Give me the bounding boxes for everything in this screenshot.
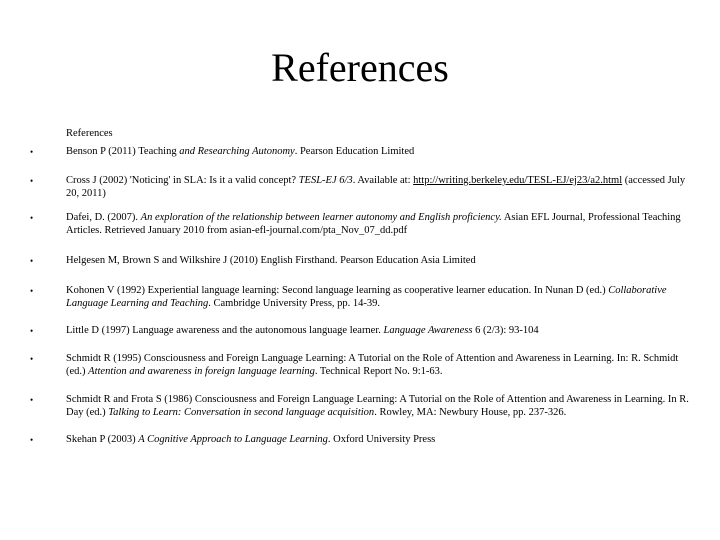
bullet-icon: • [30, 354, 34, 364]
page-title: References [271, 45, 449, 90]
reference-text: Cross J (2002) 'Noticing' in SLA: Is it a valid concept? TESL-EJ 6/3. Available at: http://writing.berkeley.edu/TESL-EJ/ej23/a2.html (accessed July 20, 2011) [66, 175, 686, 199]
bullet-icon: • [30, 176, 34, 186]
reference-text: Little D (1997) Language awareness and the autonomous language learner. Language Awareness 6 (2/3): 93-104 [66, 325, 539, 336]
bullet-icon: • [30, 395, 34, 405]
reference-text: Schmidt R (1995) Consciousness and Foreign Language Learning: A Tutorial on the Role of Attention and Awareness in Learning. In: R. Schmidt (ed.) Attention and awareness in foreign language learning. Technical Report No. 9:1-63. [66, 353, 679, 377]
reference-text: Helgesen M, Brown S and Wilkshire J (2010) English Firsthand. Pearson Education Asia Limited [66, 255, 476, 266]
references-subheading: References [66, 128, 113, 139]
reference-text: Schmidt R and Frota S (1986) Consciousness and Foreign Language Learning: A Tutorial on the Role of Attention and Awareness in Learning. In R. Day (ed.) Talking to Learn: Conversation in second language acquisition. Rowley, MA: Newbury House, pp. 237-326. [66, 394, 689, 418]
bullet-icon: • [30, 326, 34, 336]
reference-text: Skehan P (2003) A Cognitive Approach to Language Learning. Oxford University Press [66, 434, 436, 445]
reference-text: Kohonen V (1992) Experiential language learning: Second language learning as cooperative learner education. In Nunan D (ed.) Collaborative Language Learning and Teaching. Cambridge University Press, pp. 14-39. [66, 285, 667, 309]
reference-link[interactable]: http://writing.berkeley.edu/TESL-EJ/ej23/a2.html [413, 175, 623, 186]
bullet-icon: • [30, 435, 34, 445]
reference-text: Benson P (2011) Teaching and Researching Autonomy. Pearson Education Limited [66, 146, 415, 157]
bullet-icon: • [30, 256, 34, 266]
bullet-icon: • [30, 213, 34, 223]
bullet-icon: • [30, 286, 34, 296]
reference-text: Dafei, D. (2007). An exploration of the relationship between learner autonomy and English proficiency. Asian EFL Journal, Professional Teaching Articles. Retrieved January 2010 from asian-efl-journal.com/pta_Nov_07_dd.pdf [66, 212, 681, 236]
bullet-icon: • [30, 147, 34, 157]
